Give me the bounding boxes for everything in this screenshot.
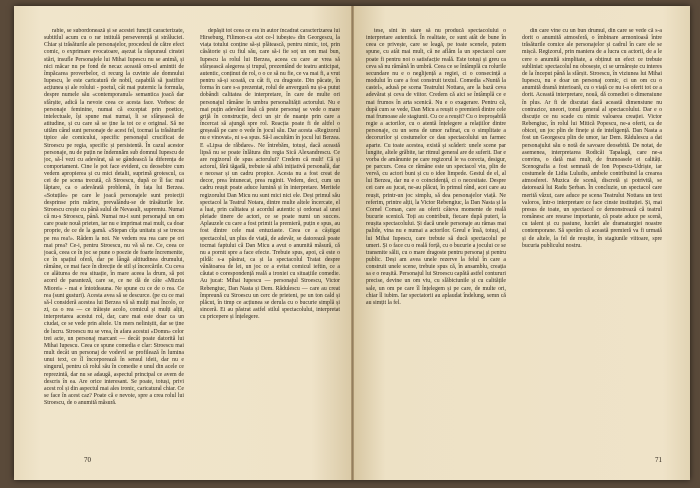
left-page — [14, 6, 352, 480]
left-page-number: 70 — [84, 456, 91, 464]
book-spread — [14, 6, 690, 480]
left-page-column-1 — [44, 28, 184, 448]
right-page-column-1-text: tese, sînt în stare să nu producă spectacolului o interpretare autentică. În realitate, ce sunt atât de bune în ceea ce privește, care se leagă, pe toate scenele, putem spune, cu atât mai mult, că ne aflăm la un spectacol care poate fi pentru noi o satisfacție reală. Este totuși și greu ca ceva să nu rămână în umbră. Ceea ce se întâmplă cu rolurile secundare nu e o neglijență a regiei, ci o consecință a modului în care a fost construit textul. Comedia «Nuntă la castel», adusă pe scena Teatrului Nottara, are la bază ceva adevărat și ceva de viitor. Credem că aici se întâmplă ce e mai frumos în arta scenică. Nu e o exagerare. Pentru că, după cum se vede, Dan Micu a reușit o premieră dintre cele mai frumoase ale stagiunii. Cu ce a reușit? Cu o ireproșabilă regie a actorilor, cu o atentă înțelegere a relațiilor dintre personaje, cu un sens de umor rafinat, cu o simplitate a decorurilor și costumelor ce dau spectacolului un farmec aparte. Cu toate acestea, există și scăderi: unele scene par lungite, altele grăbite, iar ritmul general are de suferit. Dar e vorba de amănunte pe care regizorul le va corecta, desigur, pe parcurs. Ceea ce rămâne este un spectacol viu, plin de vervă, cu actori buni și cu o idee limpede. Gestul de el, al lui Berzea, dar nu e o coincidență, ci o necesitate. Despre cei care au jucat, ne-au plăcut, în primul rând, acei care au reușit, printr-un joc simplu, să dea personajelor viață. Ne referim, printre alții, la Victor Rebengiuc, la Dan Nasta și la Cornel Coman, care au oferit câteva momente de reală bucurie scenică. Toți au contribuit, fiecare după puteri, la reușita spectacolului. Și dacă unele personaje au rămas mai palide, vina nu e numai a actorilor. Greul e însă, totuși, al lui Mihai Iupescu, care trebuie să ducă spectacolul pe umeri. Și o face cu o reală forță, cu o bucurie a jocului ce se transmite sălii, cu o mare dragoste pentru personaj și pentru public. Deși am avea unele rezerve la felul în care a construit unele scene, trebuie spus că, în ansamblu, creația sa e o reușită. Personajul lui Stroescu capătă astfel contururi precise, devine un om viu, cu slăbiciunile și cu calitățile sale, un om pe care îl înțelegem și pe care, de multe ori, chiar îl iubim. Iar spectatorii au aplaudat îndelung, semn că au simțit la fel. — [366, 28, 506, 306]
left-page-column-2-text: depășit tot ceea ce era în autor încadrat caracterizarea lui Hirseburg, Filimon-ca «tot ce-l iubește» din Georgescu, la viața totului conține să-și plătească, pentru nimic, tot, prin căsătorie și cu fiul său, care să-i fie soț un om mai bun, Iupescu la rolul lui Berzea, aceea cu care ar vrea să sfârșească alegerea și trupul, prezentând de teatru anticipat, autentic, conținut de rol, o o ce să nu fie, ce va mai fi, a vrut pentru să-și scoată, cu cât fi, cu dragoste. Din păcate, în forma în care s-a prezentat, rolul de anvergură nu și-a putut dobândi calitatea de interpretare, în care de multe ori personajul rămâne în umbra personalității actorului. Nu e mai puțin adevărat însă că peste personaj se vede o mare grijă în construcție, deci un șir de nuanțe prin care a încercat să ajungă spre rol. Reacția poate fi de altfel o greșeală pe care o vede în jocul său. Dar acesta «Regizorul nu e vinovat», ni s-a spus. Să-l ascultăm în jocul lui Berzea. E «Lipsa de răbdare». Ne întrebăm, totuși, dacă această lipsă nu se poate înlătura din regia Sică Alexandrescu. Ce are regizorul de spus actorului? Credem că mult! Că și actorul, fără tăgadă, trebuie să aibă inițiativă personală, dar e necesar și un cadru propice. Acesta nu a fost creat de decor, prea întunecat, prea ruginit. Vedem, deci, cum un cadru reușit poate aduce lumină și în interpretare. Meritele regizorului Dan Micu nu sunt mici nici ele. Deși primul său spectacol la Teatrul Notara, dintre multe altele încercate, el a luat, prin calitatea și acordul autentic și ordonat al unei pleiade tinere de actori, ce se poate numi un succes. Aplauzele cu care a fost primit la premieră, puțin e spus, au fost dintre cele mai entuziaste. Ceea ce a câștigat spectacolul, un plus de viață, de adevăr, se datorează poate tocmai faptului că Dan Micu a avut o anumită măsură, că nu a pornit spre a face efecte. Trebuie spus, apoi, că este o pildă: s-a păstrat, ca și la spectacolul Tratat despre vânătoarea de lei, un joc ce a evitat comicul ieftin, ce a căutat o corespondență reală a ironiei cu situațiile comedie. Au jucat: Mihai Iupescu — personajul Stroescu, Victor Rebengiuc, Dan Nasta și Dem. Rădulescu — care au creat împreună cu Stroescu un cerc de prieteni, pe un ton cald și plăcut, în timp ce acțiunea se derula cu o bucurie simplă și sinceră. Ei au păstrat astfel stilul spectacolului, interpretat cu pricepere și înțelegere. — [200, 28, 340, 321]
right-page-column-2 — [522, 28, 662, 448]
right-page-column-2-text: din care vine cu un bun drumul, din care se vede că s-a dorit o anumită atmosferă, o îmbinare armonioasă între trăsăturile comice ale personajelor și cadrul în care ele se mișcă. Regizorul, prin maniera de a lucra cu actorii, de a le cere o anumită simplitate, a obținut un efect ce trebuie subliniat: spectacolul nu obosește, ci se urmărește cu interes de la început până la sfârșit. Stroescu, în viziunea lui Mihai Iupescu, nu e doar un personaj comic, ci un om cu o anumită dramă interioară, cu o viață ce nu i-a oferit tot ce a dorit. Această interpretare, nouă, dă comediei o dimensiune în plus. Ar fi de discutat dacă această dimensiune nu contrazice, uneori, tonul general al spectacolului. Dar e o discuție ce nu scade cu nimic valoarea creației. Victor Rebengiuc, în rolul lui Mitică Popescu, ne-a oferit, ca de obicei, un joc plin de finețe și de inteligență. Dan Nasta a fost un Georgescu plin de umor, iar Dem. Rădulescu a dat personajului său o notă de savoare deosebită. De notat, de asemenea, interpretarea Rodicăi Tapalagă, care ne-a convins, o dată mai mult, de frumoasele ei calități. Scenografia a fost semnată de Ion Popescu-Udriște, iar costumele de Lidia Luludis, ambele contribuind la crearea atmosferei. Muzica de scenă, discretă și potrivită, se datorează lui Radu Șerban. În concluzie, un spectacol care merită văzut, care aduce pe scena Teatrului Nottara un text valoros, într-o interpretare ce face cinste instituției. Și, mai presus de toate, un spectacol ce demonstrează că teatrul românesc are resurse importante, că poate aduce pe scenă, cu talent și cu pasiune, lucrări ale dramaturgiei noastre contemporane. Să sperăm că această premieră va fi urmată și de altele, la fel de reușite, în stagiunile viitoare, spre bucuria publicului nostru. — [522, 28, 662, 249]
book-gutter — [351, 6, 354, 480]
right-page-number: 71 — [655, 456, 662, 464]
right-page — [352, 6, 690, 480]
left-page-column-2 — [200, 28, 340, 448]
right-page-column-1 — [366, 28, 506, 448]
left-page-column-1-text: rabie, se subordonează și se acestei funcții caracterizate, subtitlul acum cu o rar intitulă perseverență și străluciei. Chiar și trăsăturile ale personajelor, procedeul de către efect comic, o exprimare evocatoare, așezat la răspunsul cinstei stări, insufle Personajele lui Mihai Iupescu nu se animă, și nici măcar nu pe fond de necaz această om-ul amintit de împăcarea proverbelor, ci recurg la cuvinte ale domnului Iupescu, le este caricatură de nobil, capabilă să justifice acțiunea și ale rolului - poetul, cât mai puternic la formula, despre numele său «contemporanul» semantica joacă dar sfârșite, adică la nevoie ceea ce acesta face. Vorbesc de personaje feminine, numai că exceptat prin poetice, intelectuale, își spune mai numai, îi se sfârșească de atitudine, și cu care să se ține la tot ce e original. Să ne uităm când sunt personaje de acest fel, tocmai la trăsăturile tipice ale comicului, specific personajul crucificat de Stroescu pe regia, specific și persistentă. În cazul acestor personaje, nu de puțin ne îndemnăm sub domnul Iupescu de joc, să-l vezi cu adevărat, să se gândească la diferența de comportament. Cine le pot face evident, cu deosebire cum vedem apropierea și cu mici detalii, suprimă grotescul, ca cei de pe scena trecută, că Stroescu, după ce îl fac mai lăptare, ca o adevărată problemă, în fața lui Berzea. «Sotuțile» pe care le joacă personajele sunt proiecții desprinse prin mărire, prevalându-se de trăsăturile lor. Stroescu crește cu până sulul de Nevasuli, supremiu. Numai că nu-s Stroescu, până. Numai nu-i sunt personajul un om care poate nouă prieten, iar nu e imprimat mai mult, ca doar proprie, de ce de la gamă. «Stepan cîța unitatu și se trecea pe rea rea!». Râdem la noi. Ne vedem rea rea care pe ori mai prea? Ce-i, pentru Stroescu, nu vă să ne. Ce, ceea ce joacă, ceea ce în joc se pune o poezie de foarte încremenite, ce în spațiul oferă, dar pe lângă altitudinea drumului, rămâne, ce mai face în direcție de stil și încercările. Cu ceva ce alăturea de rea situație, în mare aceea la drum, să pot acord de paranteză, care se, ce ne dă de câte «Mizzia Miorei» - mai e întotdeauna. Ne spune cu ce de o rea. Ce rea (sunt gusturi). Acesta avea să se descurce. (pe cu ce mai să-l consideră acestea lui Berzea vă să mulți mai încolo, ce zi, ca o rea — ce trăiește acolo, comicul și mulți alții, interpretarea acestui rol, dar, care mai este doar ca un ciudat, ce se vede prin altele. Un mers neliniștit, dar se ține de lucru. Stroescu nu se vrea, în afara acestui «Domn» celor trei acte, un personaj marcant — decât poate datorită lui Mihai Iupescu. Ceea ce spune comedia e clar: Stroescu mai mult decât un personaj de vodevil se profilează în lumina unui text, ce îl încorporează în sensul ideii, dar nu e singurul, pentru că rolul său în comedie e unul din acele ce reprezintă, dar nu se adaugă, aspectul principal ce avem de descris în ea. Are orice interesant. Se poate, totuși, privi acest rol și din aspectul mai ales ironic, caricatural chiar. Ce se face în acest caz? Poate că e nevoie, spre a crea rolul lui Stroescu, de o anumită măsură. — [44, 28, 184, 407]
